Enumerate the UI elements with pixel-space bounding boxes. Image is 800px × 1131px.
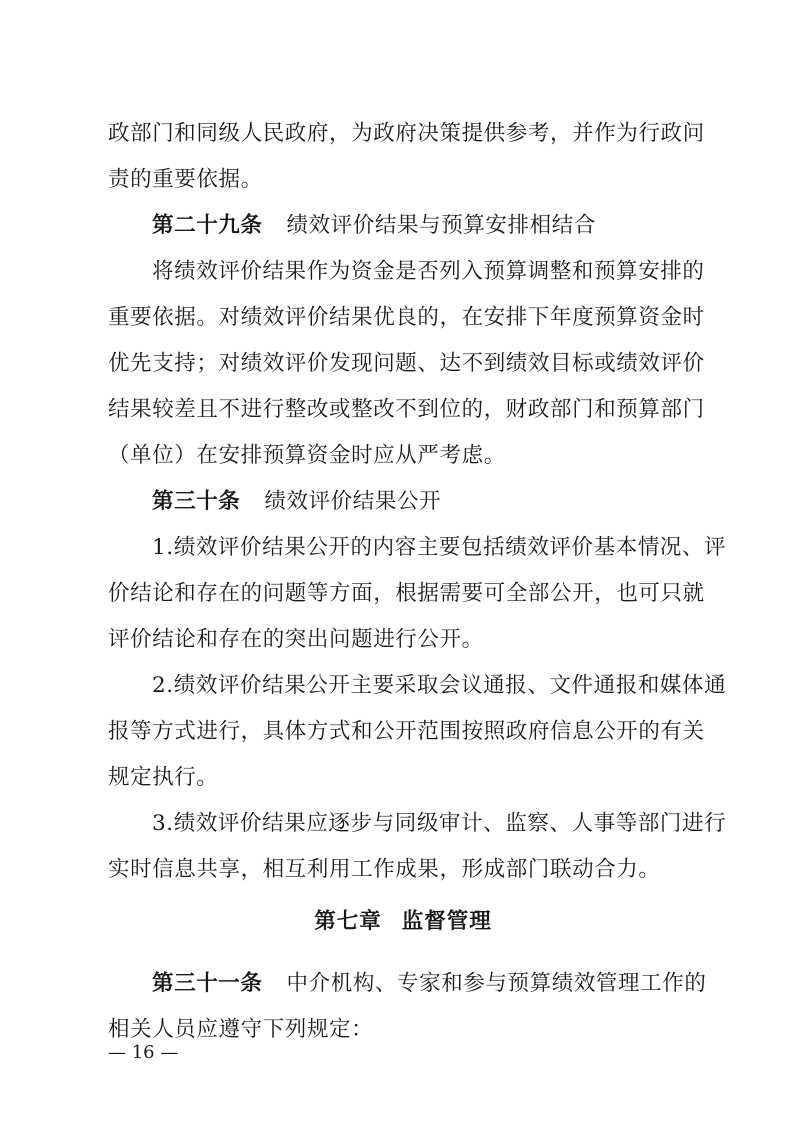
paragraph-line: 相关人员应遵守下列规定： (108, 1017, 374, 1042)
paragraph-line: 责的重要依据。 (108, 167, 263, 192)
document-body (108, 111, 727, 1053)
paragraph-line: 将绩效评价结果作为资金是否列入预算调整和预算安排的 (152, 259, 705, 284)
article-31-heading (108, 961, 707, 1007)
article-31-title: 中介机构、专家和参与预算绩效管理工作的 (286, 971, 707, 996)
paragraph-line: 实时信息共享，相互利用工作成果，形成部门联动合力。 (108, 857, 661, 882)
paragraph-line: 评价结论和存在的突出问题进行公开。 (108, 627, 484, 652)
article-29-heading (108, 203, 698, 249)
article-30-title: 绩效评价结果公开 (264, 489, 442, 514)
chapter-7-number: 第七章 (314, 909, 382, 934)
paragraph-line: 规定执行。 (108, 765, 219, 790)
paragraph-line: 3.绩效评价结果应逐步与同级审计、监察、人事等部门进行 (152, 811, 727, 836)
paragraph-line: 价结论和存在的问题等方面，根据需要可全部公开，也可只就 (108, 581, 705, 606)
article-31-number: 第三十一条 (152, 971, 263, 996)
paragraph-line: 重要依据。对绩效评价结果优良的，在安排下年度预算资金时 (108, 305, 705, 330)
paragraph-line: 政部门和同级人民政府，为政府决策提供参考，并作为行政问 (108, 121, 705, 146)
paragraph-line: 2.绩效评价结果公开主要采取会议通报、文件通报和媒体通 (152, 673, 727, 698)
paragraph-line: 1.绩效评价结果公开的内容主要包括绩效评价基本情况、评 (152, 535, 727, 560)
paragraph-line: 结果较差且不进行整改或整改不到位的，财政部门和预算部门 (108, 397, 705, 422)
chapter-7-title: 监督管理 (401, 909, 492, 934)
article-30-heading (108, 479, 698, 525)
article-29-number: 第二十九条 (152, 213, 263, 238)
paragraph-line: （单位）在安排预算资金时应从严考虑。 (108, 443, 506, 468)
article-30-number: 第三十条 (152, 489, 241, 514)
chapter-7-heading (108, 899, 698, 945)
article-29-title: 绩效评价结果与预算安排相结合 (286, 213, 596, 238)
paragraph-line: 优先支持；对绩效评价发现问题、达不到绩效目标或绩效评价 (108, 351, 705, 376)
page-number: — 16 — (108, 1042, 179, 1063)
paragraph-line: 报等方式进行，具体方式和公开范围按照政府信息公开的有关 (108, 719, 705, 744)
